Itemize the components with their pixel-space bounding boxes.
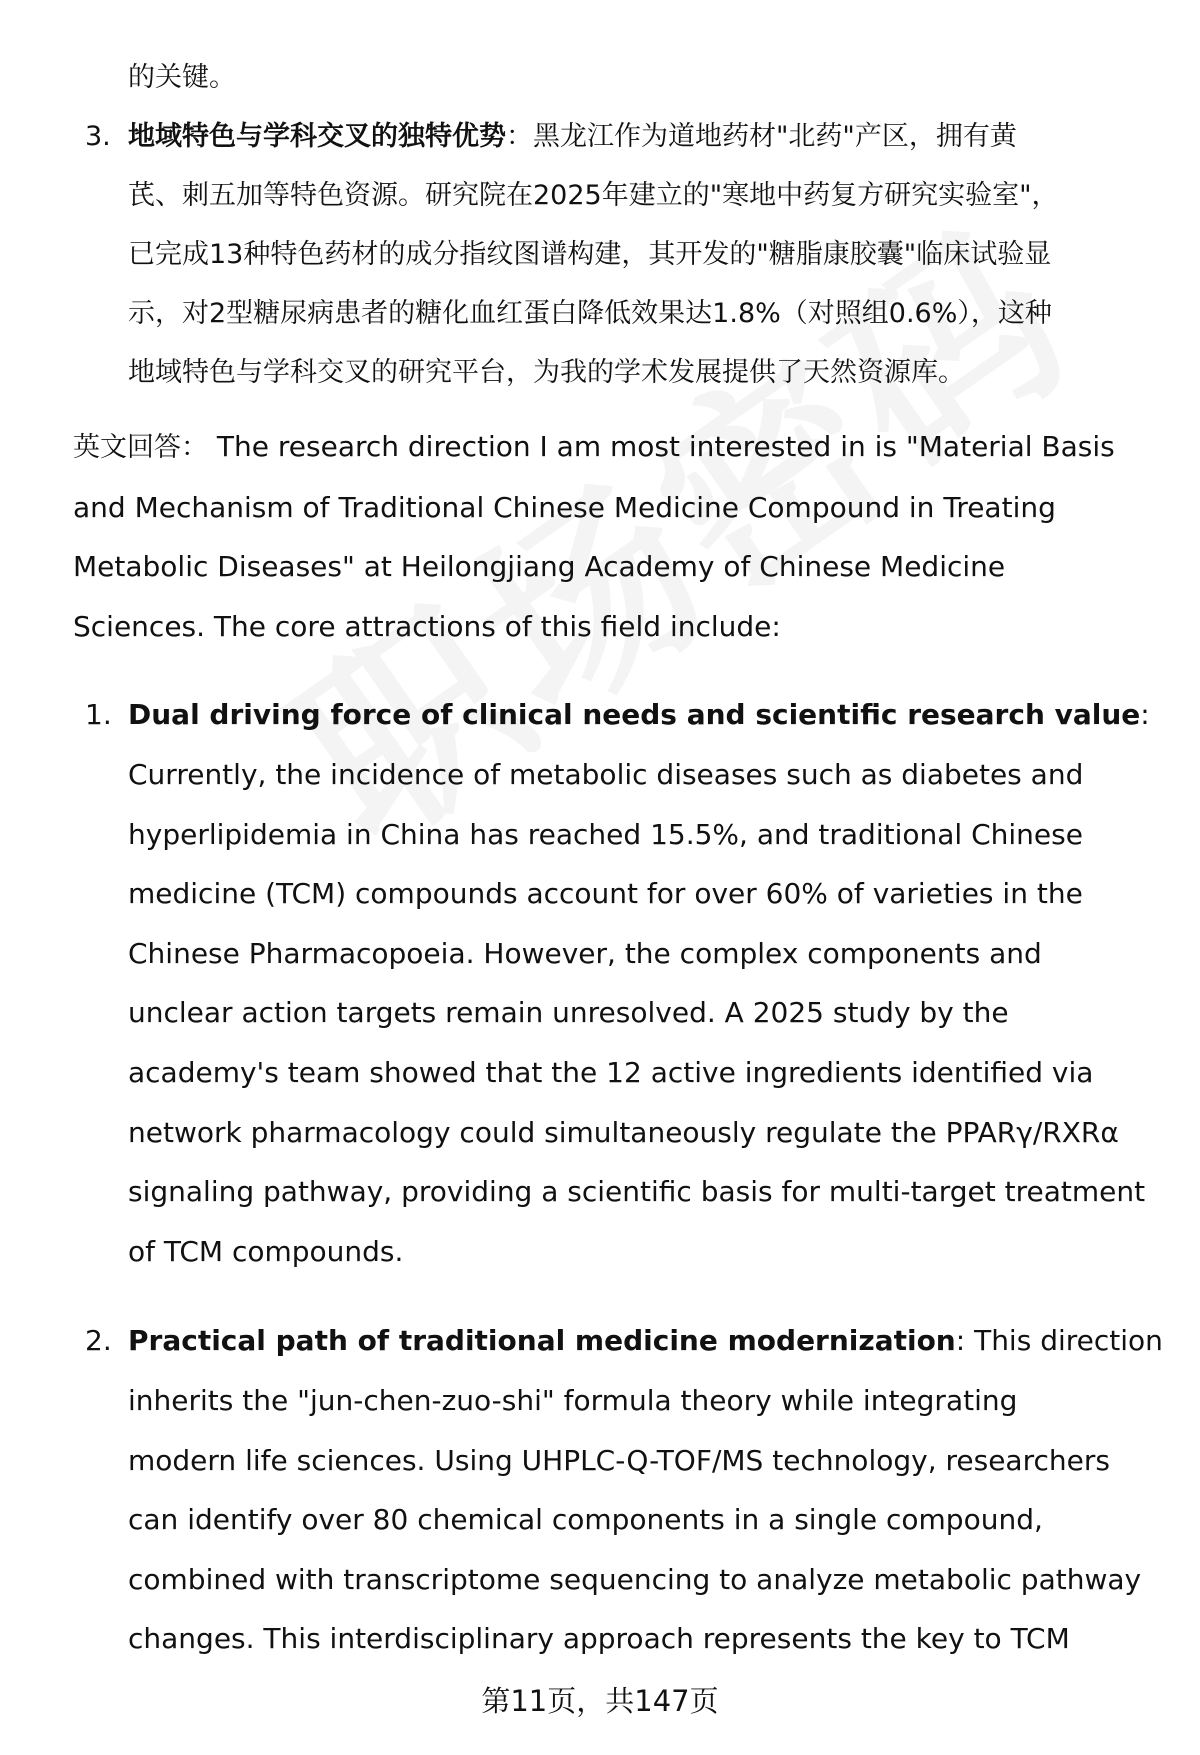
list-item-line [128,1311,1163,1371]
list-item-line: combined with transcriptome sequencing to analyze metabolic pathway [128,1562,1142,1596]
list-item-text: : This direction [955,1324,1163,1358]
list-item-text: ：黑龙江作为道地药材"北药"产区，拥有黄 [506,121,1017,152]
list-item-line: hyperlipidemia in China has reached 15.5%, and traditional Chinese [128,817,1083,851]
intro-continuation: 的关键。 [128,62,236,93]
list-item-title: 地域特色与学科交叉的独特优势 [128,121,506,152]
list-item-line [128,107,1163,166]
list-item-title: Dual driving force of clinical needs and scientific research value [128,698,1141,732]
list-item-text: : [1140,698,1150,732]
list-item-line: 地域特色与学科交叉的研究平台，为我的学术发展提供了天然资源库。 [128,357,965,388]
list-item-line [128,685,1163,745]
list-number: 3. [85,121,111,152]
list-item-en-2 [73,1311,1163,1669]
paragraph-text: The research direction I am most interested in is "Material Basis [208,430,1115,463]
list-item-line: modern life sciences. Using UHPLC-Q-TOF/MS technology, researchers [128,1443,1110,1477]
list-item-line: of TCM compounds. [128,1234,404,1268]
list-item-line: unclear action targets remain unresolved. A 2025 study by the [128,996,1009,1030]
list-item-line: can identify over 80 chemical components in a single compound, [128,1503,1043,1537]
list-item-line: changes. This interdisciplinary approach represents the key to TCM [128,1622,1070,1656]
paragraph-line: and Mechanism of Traditional Chinese Medicine Compound in Treating [73,490,1056,524]
list-item-line: medicine (TCM) compounds account for over 60% of varieties in the [128,877,1083,911]
english-answer-label: 英文回答： [73,432,208,463]
english-answer [73,417,1163,656]
list-item-line: network pharmacology could simultaneously regulate the PPARγ/RXRα [128,1115,1119,1149]
list-item-line: 芪、刺五加等特色资源。研究院在2025年建立的"寒地中药复方研究实验室"， [128,180,1059,211]
list-item-line: inherits the "jun-chen-zuo-shi" formula theory while integrating [128,1383,1018,1417]
paragraph-line: Sciences. The core attractions of this field include: [73,609,781,643]
list-item-line: academy's team showed that the 12 active ingredients identified via [128,1055,1094,1089]
paragraph-line [73,417,1163,478]
list-item-cn-3 [73,107,1163,402]
list-item-line: 已完成13种特色药材的成分指纹图谱构建，其开发的"糖脂康胶囊"临床试验显 [128,239,1052,270]
list-item-line: 示，对2型糖尿病患者的糖化血红蛋白降低效果达1.8%（对照组0.6%），这种 [128,298,1052,329]
list-item-title: Practical path of traditional medicine modernization [128,1324,956,1358]
list-item-line: Chinese Pharmacopoeia. However, the complex components and [128,936,1042,970]
document-body [73,48,1163,1669]
list-item-en-1 [73,685,1163,1281]
paragraph-line: Metabolic Diseases" at Heilongjiang Academy of Chinese Medicine [73,550,1006,584]
list-item-line: Currently, the incidence of metabolic diseases such as diabetes and [128,757,1084,791]
list-number: 2. [85,1324,112,1358]
list-item-line: signaling pathway, providing a scientific basis for multi-target treatment [128,1175,1146,1209]
page-footer: 第11页，共147页 [481,1684,719,1718]
list-number: 1. [85,698,112,732]
